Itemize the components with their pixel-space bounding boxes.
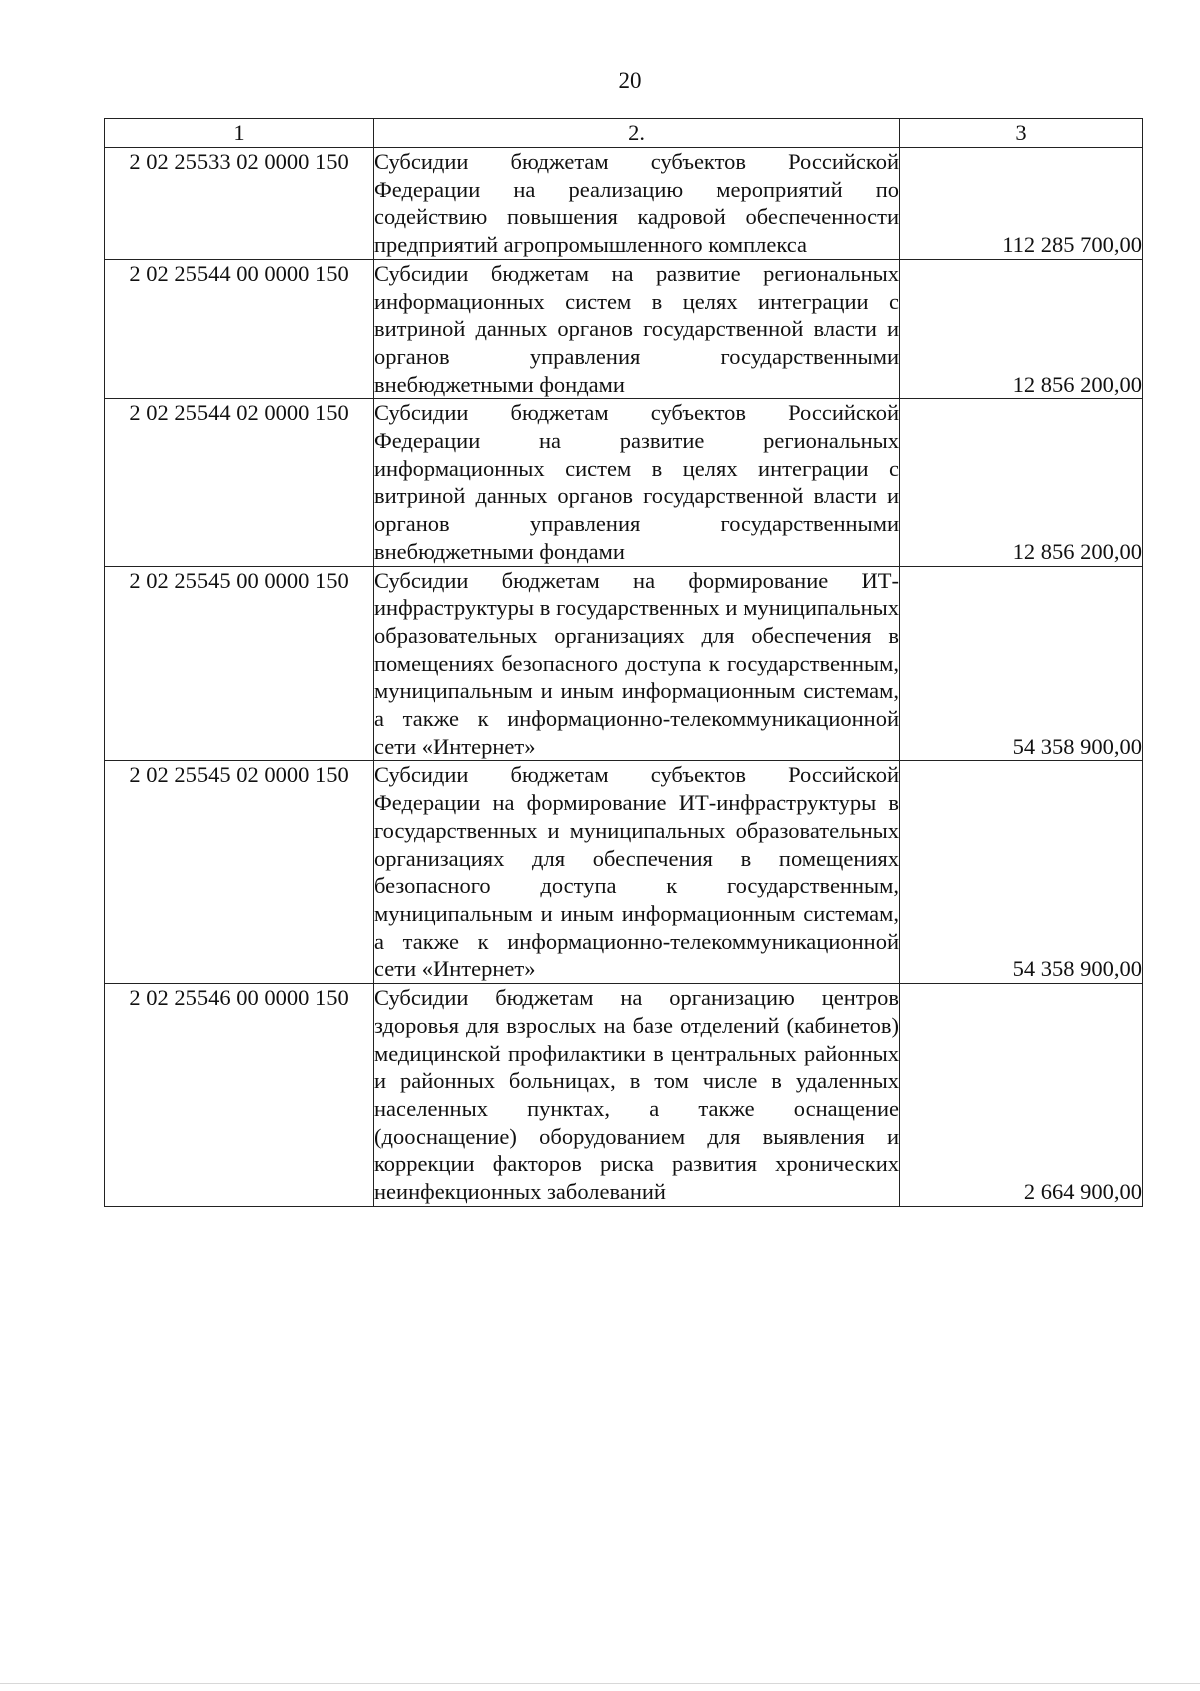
subsidy-description: Субсидии бюджетам субъектов Российской Федерации на формирование ИТ-инфраструктуры в государственных и муниципальных образовательных организациях для обеспечения в помещениях безопасного доступа к государственным, муниципальным и иным информационным системам, а также к информационно-телекоммуникационной сети «Интернет» xyxy=(374,761,900,984)
page-number: 20 xyxy=(618,68,642,93)
budget-code: 2 02 25544 02 0000 150 xyxy=(105,399,374,566)
table-row xyxy=(105,259,1143,399)
subsidy-description: Субсидии бюджетам субъектов Российской Федерации на реализацию мероприятий по содействию повышения кадровой обеспеченности предприятий агропромышленного комплекса xyxy=(374,148,900,260)
subsidy-amount: 112 285 700,00 xyxy=(900,148,1143,260)
budget-table xyxy=(104,118,1143,1207)
subsidy-amount: 12 856 200,00 xyxy=(900,399,1143,566)
subsidy-description: Субсидии бюджетам на формирование ИТ-инфраструктуры в государственных и муниципальных образовательных организациях для обеспечения в помещениях безопасного доступа к государственным, муниципальным и иным информационным системам, а также к информационно-телекоммуникационной сети «Интернет» xyxy=(374,566,900,761)
header-row xyxy=(105,119,1143,148)
table-row xyxy=(105,148,1143,260)
table-row xyxy=(105,761,1143,984)
subsidy-description: Субсидии бюджетам на развитие региональных информационных систем в целях интеграции с витриной данных органов государственной власти и органов управления государственными внебюджетными фондами xyxy=(374,259,900,399)
table-row xyxy=(105,566,1143,761)
table-row xyxy=(105,984,1143,1207)
column-header-description: 2. xyxy=(374,119,900,148)
budget-code: 2 02 25546 00 0000 150 xyxy=(105,984,374,1207)
table-row xyxy=(105,399,1143,566)
column-header-code: 1 xyxy=(105,119,374,148)
budget-code: 2 02 25544 00 0000 150 xyxy=(105,259,374,399)
subsidy-description: Субсидии бюджетам на организацию центров здоровья для взрослых на базе отделений (кабинетов) медицинской профилактики в центральных районных и районных больницах, в том числе в удаленных населенных пунктах, а также оснащение (дооснащение) оборудованием для выявления и коррекции факторов риска развития хронических неинфекционных заболеваний xyxy=(374,984,900,1207)
subsidy-amount: 54 358 900,00 xyxy=(900,566,1143,761)
budget-code: 2 02 25545 00 0000 150 xyxy=(105,566,374,761)
subsidy-amount: 2 664 900,00 xyxy=(900,984,1143,1207)
budget-code: 2 02 25533 02 0000 150 xyxy=(105,148,374,260)
subsidy-amount: 12 856 200,00 xyxy=(900,259,1143,399)
budget-code: 2 02 25545 02 0000 150 xyxy=(105,761,374,984)
scan-edge-divider xyxy=(0,1683,1200,1684)
column-header-amount: 3 xyxy=(900,119,1143,148)
subsidy-amount: 54 358 900,00 xyxy=(900,761,1143,984)
table-header xyxy=(105,119,1143,148)
subsidy-description: Субсидии бюджетам субъектов Российской Федерации на развитие региональных информационных систем в целях интеграции с витриной данных органов государственной власти и органов управления государственными внебюджетными фондами xyxy=(374,399,900,566)
table-body xyxy=(105,148,1143,1207)
